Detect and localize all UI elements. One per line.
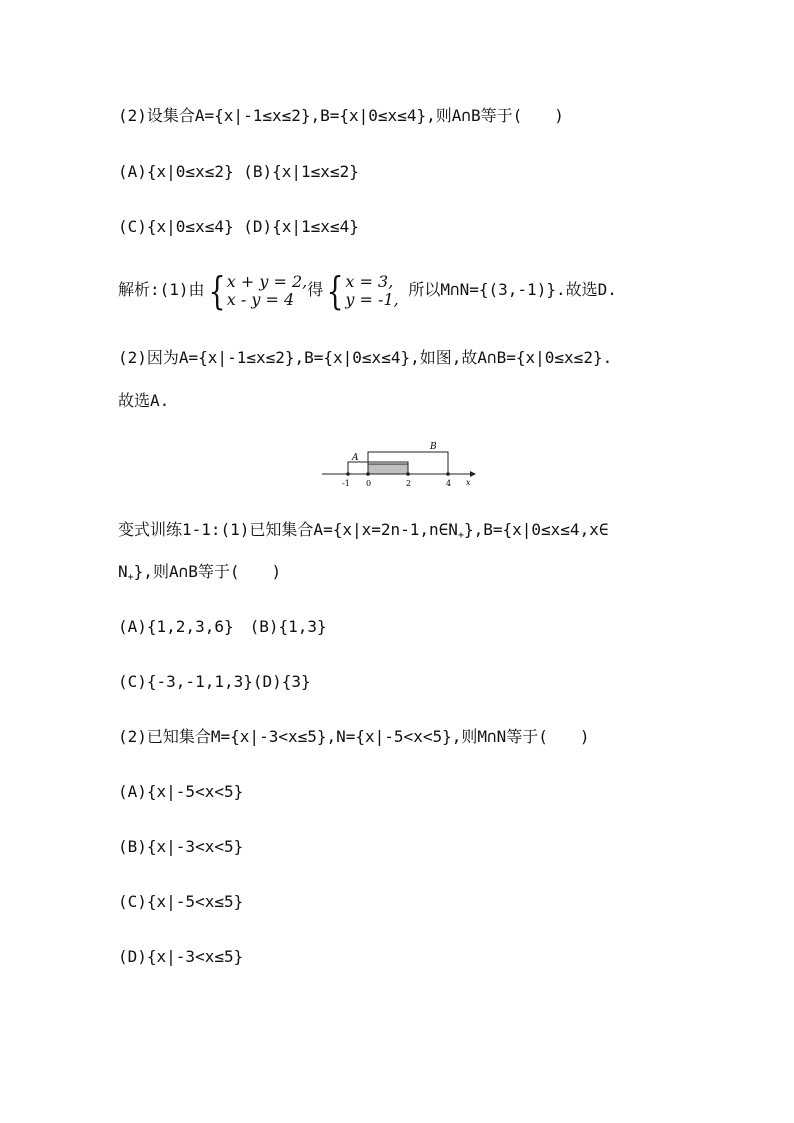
variant-line2-n: N xyxy=(118,562,128,581)
solution-part1 xyxy=(118,270,617,311)
solution-suffix: 所以M∩N={(3,-1)}.故选D. xyxy=(408,280,617,299)
variant-stem-line2 xyxy=(118,562,281,588)
variant-q2-option-d: (D){x|-3<x≤5} xyxy=(118,947,244,966)
variant-line1-text: 变式训练1-1:(1)已知集合A={x|x=2n-1,n∈N xyxy=(118,520,458,539)
eq1-line2: x - y = 4 xyxy=(226,290,295,309)
variant-line2-rest: },则A∩B等于( ) xyxy=(133,562,282,581)
point-0 xyxy=(366,472,370,476)
point-minus1 xyxy=(346,472,350,476)
eq1-line1: x + y = 2, xyxy=(226,272,308,291)
q2-option-c: (C){x|0≤x≤4} xyxy=(118,217,234,236)
variant-q2-option-b: (B){x|-3<x<5} xyxy=(118,837,244,856)
variant-line1-rest: },B={x|0≤x≤4,x∈ xyxy=(463,520,609,539)
q2-option-a: (A){x|0≤x≤2} xyxy=(118,162,234,181)
tick-label-0: 0 xyxy=(366,479,372,488)
variant-stem-line1 xyxy=(118,520,608,546)
tick-label-2: 2 xyxy=(406,479,412,488)
variant-q2-option-c: (C){x|-5<x≤5} xyxy=(118,892,244,911)
variant-q2-stem: (2)已知集合M={x|-3<x≤5},N={x|-5<x<5},则M∩N等于( ) xyxy=(118,727,590,746)
intersection-shade xyxy=(368,464,408,474)
variant-q2-option-a: (A){x|-5<x<5} xyxy=(118,782,244,801)
point-2 xyxy=(406,472,410,476)
tick-label-minus1: -1 xyxy=(342,479,350,488)
axis-arrow-icon xyxy=(470,471,476,477)
point-4 xyxy=(446,472,450,476)
tick-label-4: 4 xyxy=(446,479,452,488)
label-b: B xyxy=(430,442,437,452)
equation-system-1: { x + y = 2, x - y = 4 xyxy=(208,269,308,313)
variant-line2-subscript: + xyxy=(127,572,134,583)
q2-options-cd xyxy=(118,217,359,237)
axis-label-x: x xyxy=(466,478,471,487)
eq2-line2: y = -1, xyxy=(345,290,399,309)
variant-options-ab: (A){1,2,3,6} (B){1,3} xyxy=(118,617,327,636)
eq2-line1: x = 3, xyxy=(345,272,394,291)
solution-part2-line2: 故选A. xyxy=(118,391,170,410)
number-line-diagram xyxy=(320,440,480,490)
label-a: A xyxy=(352,453,359,463)
variant-options-cd: (C){-3,-1,1,3}(D){3} xyxy=(118,672,311,691)
q2-option-d: (D){x|1≤x≤4} xyxy=(243,217,359,236)
q2-options-ab xyxy=(118,162,359,182)
equation-system-2: { x = 3, y = -1, xyxy=(326,269,399,313)
solution-part2-line1: (2)因为A={x|-1≤x≤2},B={x|0≤x≤4},如图,故A∩B={x|0≤x≤2}. xyxy=(118,348,613,367)
solution-mid: 得 xyxy=(307,280,324,299)
q2-option-b: (B){x|1≤x≤2} xyxy=(243,162,359,181)
variant-subscript-plus: + xyxy=(457,530,464,541)
q2-stem: (2)设集合A={x|-1≤x≤2},B={x|0≤x≤4},则A∩B等于( ) xyxy=(118,106,564,125)
solution-prefix: 解析:(1)由 xyxy=(118,280,205,299)
